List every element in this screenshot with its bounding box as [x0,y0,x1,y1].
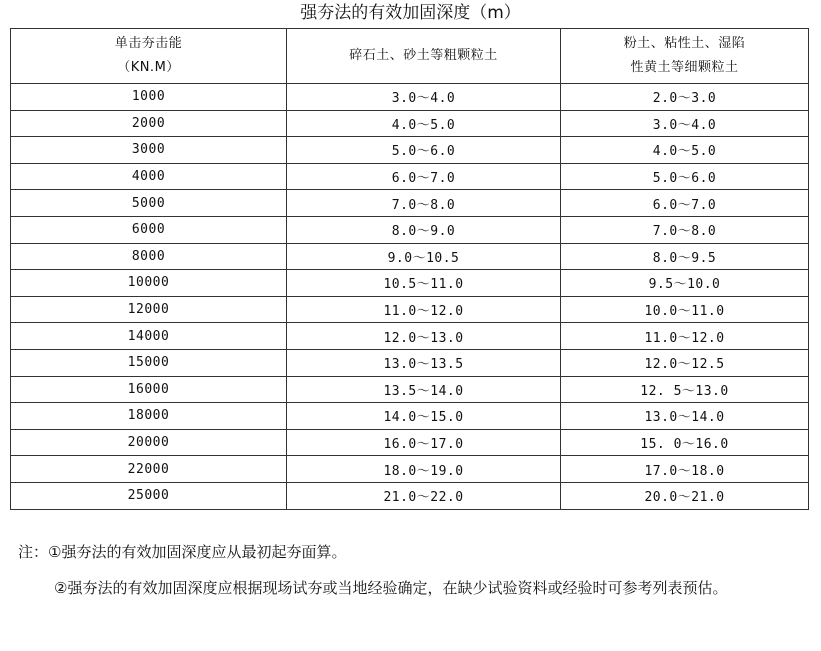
depth-table [10,28,809,510]
header-fine-soil-line1: 粉土、粘性土、湿陷 [623,36,746,51]
impact-energy-cell: 15000 [11,349,287,376]
header-coarse-soil-label: 碎石土、砂土等粗颗粒土 [349,48,498,63]
fine-soil-depth-cell: 17.0～18.0 [561,456,809,483]
table-row [11,456,809,483]
coarse-soil-depth-cell: 12.0～13.0 [287,323,561,350]
fine-soil-depth-cell: 7.0～8.0 [561,216,809,243]
coarse-soil-depth-cell: 13.0～13.5 [287,349,561,376]
fine-soil-depth-cell: 3.0～4.0 [561,110,809,137]
impact-energy-cell: 2000 [11,110,287,137]
fine-soil-depth-cell: 13.0～14.0 [561,403,809,430]
impact-energy-cell: 5000 [11,190,287,217]
coarse-soil-depth-cell: 6.0～7.0 [287,163,561,190]
fine-soil-depth-cell: 4.0～5.0 [561,137,809,164]
coarse-soil-depth-cell: 8.0～9.0 [287,216,561,243]
table-body [11,84,809,510]
coarse-soil-depth-cell: 18.0～19.0 [287,456,561,483]
fine-soil-depth-cell: 9.5～10.0 [561,270,809,297]
fine-soil-depth-cell: 6.0～7.0 [561,190,809,217]
coarse-soil-depth-cell: 16.0～17.0 [287,429,561,456]
fine-soil-depth-cell: 12. 5～13.0 [561,376,809,403]
fine-soil-depth-cell: 15. 0～16.0 [561,429,809,456]
table-row [11,163,809,190]
note-1: 注：①强夯法的有效加固深度应从最初起夯面算。 [18,543,347,561]
table-row [11,110,809,137]
header-impact-energy-label: 单击夯击能 [114,36,183,51]
coarse-soil-depth-cell: 13.5～14.0 [287,376,561,403]
table-row [11,376,809,403]
impact-energy-cell: 1000 [11,84,287,111]
fine-soil-depth-cell: 2.0～3.0 [561,84,809,111]
coarse-soil-depth-cell: 3.0～4.0 [287,84,561,111]
impact-energy-cell: 6000 [11,216,287,243]
notes [18,538,808,602]
table-row [11,216,809,243]
coarse-soil-depth-cell: 14.0～15.0 [287,403,561,430]
fine-soil-depth-cell: 8.0～9.5 [561,243,809,270]
table-row [11,296,809,323]
table-header-row [11,29,809,84]
fine-soil-depth-cell: 5.0～6.0 [561,163,809,190]
table-row [11,429,809,456]
table-row [11,349,809,376]
fine-soil-depth-cell: 12.0～12.5 [561,349,809,376]
header-fine-soil [561,29,809,84]
impact-energy-cell: 3000 [11,137,287,164]
fine-soil-depth-cell: 20.0～21.0 [561,482,809,509]
table-row [11,482,809,509]
coarse-soil-depth-cell: 5.0～6.0 [287,137,561,164]
impact-energy-cell: 10000 [11,270,287,297]
impact-energy-cell: 16000 [11,376,287,403]
table-row [11,243,809,270]
coarse-soil-depth-cell: 9.0～10.5 [287,243,561,270]
fine-soil-depth-cell: 11.0～12.0 [561,323,809,350]
impact-energy-cell: 25000 [11,482,287,509]
table-row [11,270,809,297]
table-row [11,323,809,350]
impact-energy-cell: 22000 [11,456,287,483]
impact-energy-cell: 4000 [11,163,287,190]
impact-energy-cell: 20000 [11,429,287,456]
table-row [11,84,809,111]
coarse-soil-depth-cell: 7.0～8.0 [287,190,561,217]
impact-energy-cell: 12000 [11,296,287,323]
header-impact-energy [11,29,287,84]
impact-energy-cell: 18000 [11,403,287,430]
fine-soil-depth-cell: 10.0～11.0 [561,296,809,323]
header-fine-soil-line2: 性黄土等细颗粒土 [630,60,739,75]
header-coarse-soil [287,29,561,84]
page-title: 强夯法的有效加固深度（m） [300,3,521,23]
header-impact-energy-unit: （KN.M） [117,60,180,75]
note-2: ②强夯法的有效加固深度应根据现场试夯或当地经验确定，在缺少试验资料或经验时可参考列表预估。 [54,579,728,597]
impact-energy-cell: 14000 [11,323,287,350]
coarse-soil-depth-cell: 4.0～5.0 [287,110,561,137]
coarse-soil-depth-cell: 11.0～12.0 [287,296,561,323]
coarse-soil-depth-cell: 10.5～11.0 [287,270,561,297]
coarse-soil-depth-cell: 21.0～22.0 [287,482,561,509]
table-row [11,190,809,217]
impact-energy-cell: 8000 [11,243,287,270]
table-row [11,403,809,430]
table-row [11,137,809,164]
